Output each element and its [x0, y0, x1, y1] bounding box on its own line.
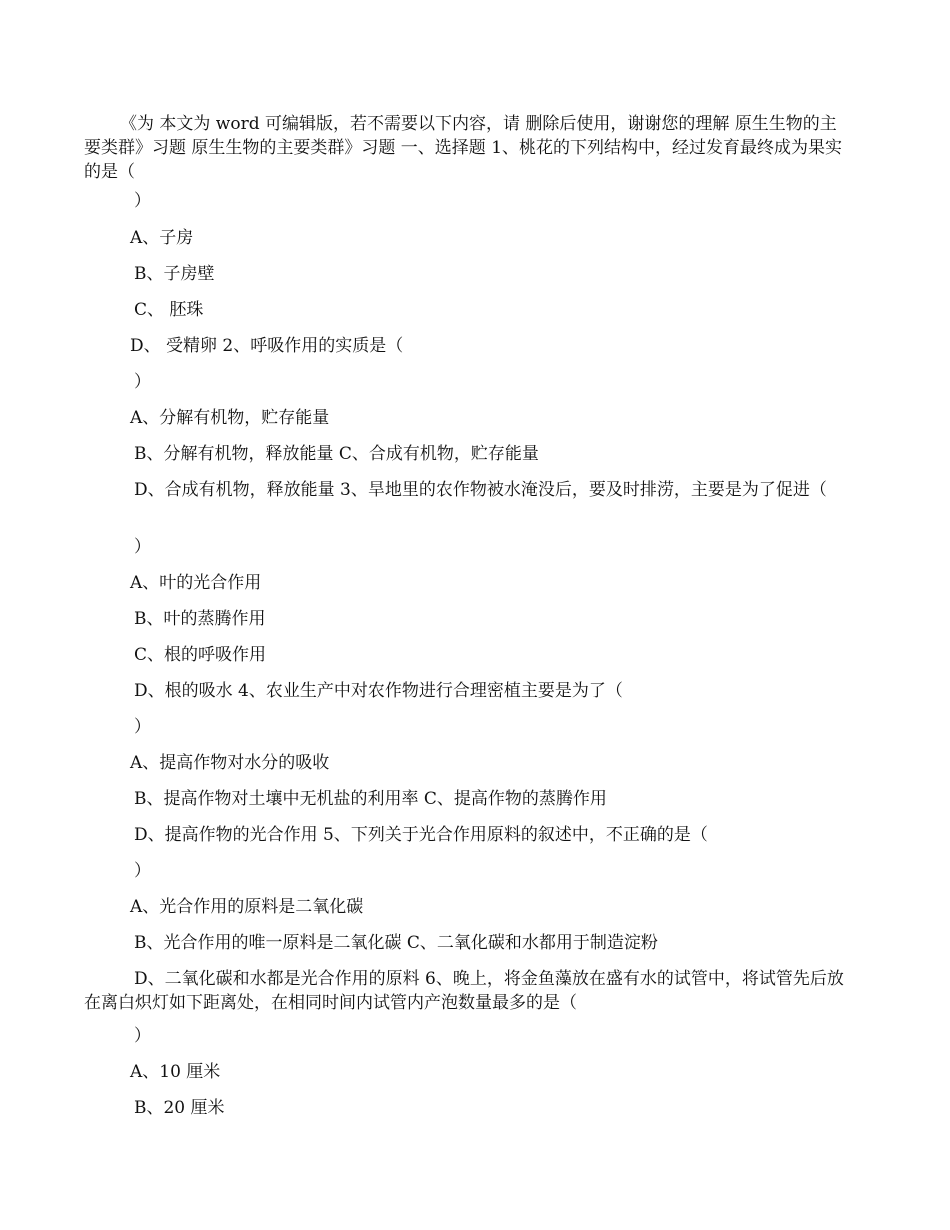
q3-option-d-q4: D、根的吸水 4、农业生产中对农作物进行合理密植主要是为了（	[134, 681, 623, 701]
answer-blank-2: ）	[134, 372, 151, 392]
q5-option-b-c: B、光合作用的唯一原料是二氧化碳 C、二氧化碳和水都用于制造淀粉	[134, 933, 658, 953]
q2-option-b-c: B、分解有机物，释放能量 C、合成有机物，贮存能量	[134, 444, 539, 464]
q3-option-a: A、叶的光合作用	[130, 573, 262, 593]
q4-option-b-c: B、提高作物对土壤中无机盐的利用率 C、提高作物的蒸腾作用	[134, 789, 607, 809]
q4-option-d-q5: D、提高作物的光合作用 5、下列关于光合作用原料的叙述中，不正确的是（	[134, 825, 708, 845]
q1-option-d-q2: D、 受精卵 2、呼吸作用的实质是（	[130, 336, 404, 356]
intro-paragraph: 《为 本文为 word 可编辑版，若不需要以下内容，请 删除后使用，谢谢您的理解 原生生物的主要类群》习题 原生生物的主要类群》习题 一、选择题 1、桃花的下列结构中，经过发育最终成为果实的是（	[84, 114, 843, 182]
q6-option-b: B、20 厘米	[134, 1098, 225, 1118]
q3-option-b: B、叶的蒸腾作用	[134, 609, 266, 629]
q5-option-d-q6: D、二氧化碳和水都是光合作用的原料 6、晚上，将金鱼藻放在盛有水的试管中，将试管先后放在离白炽灯如下距离处，在相同时间内试管内产泡数量最多的是（	[84, 969, 844, 1013]
answer-blank-1: ）	[134, 191, 151, 211]
q5-option-a: A、光合作用的原料是二氧化碳	[130, 897, 364, 917]
q1-option-b: B、子房壁	[134, 264, 215, 284]
answer-blank-5: ）	[134, 861, 151, 881]
q2-option-a: A、分解有机物，贮存能量	[130, 408, 330, 428]
q1-option-a: A、子房	[130, 228, 194, 248]
answer-blank-3: ）	[134, 537, 151, 557]
answer-blank-4: ）	[134, 717, 151, 737]
q1-option-c: C、 胚珠	[134, 300, 204, 320]
q4-option-a: A、提高作物对水分的吸收	[130, 753, 330, 773]
q2-option-d-q3: D、合成有机物，释放能量 3、旱地里的农作物被水淹没后，要及时排涝，主要是为了促进（	[134, 480, 827, 500]
q6-option-a: A、10 厘米	[130, 1062, 221, 1082]
answer-blank-6: ）	[134, 1026, 151, 1046]
q3-option-c: C、根的呼吸作用	[134, 645, 267, 665]
